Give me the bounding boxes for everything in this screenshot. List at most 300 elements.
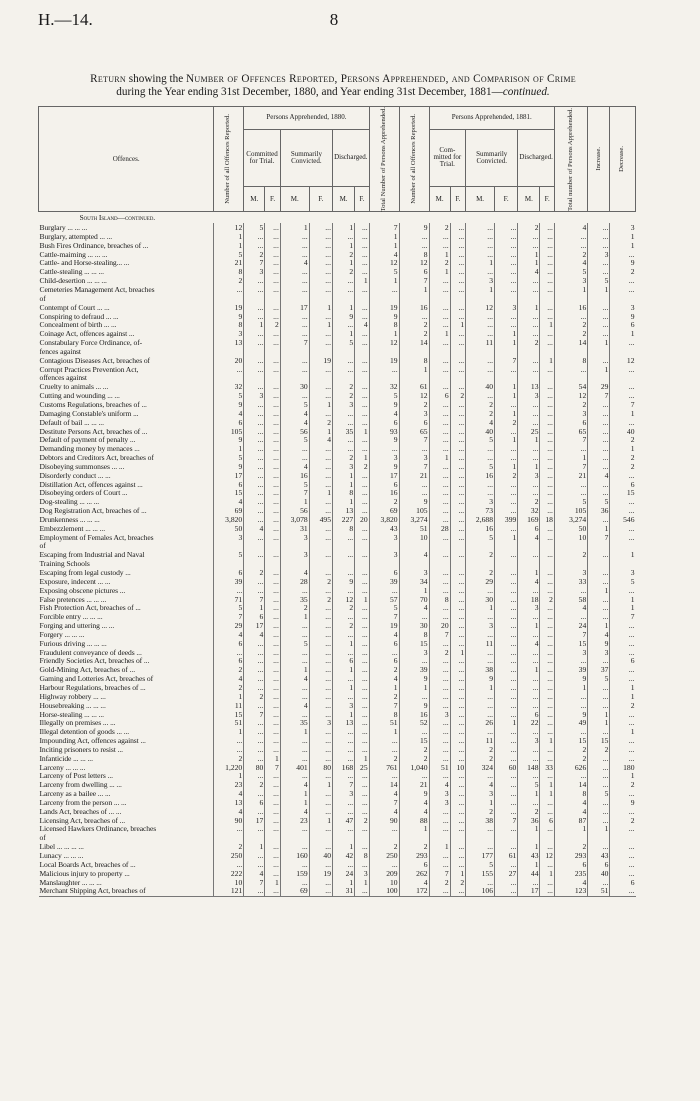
table-cell: ... <box>265 338 281 347</box>
table-cell: ... <box>540 533 554 542</box>
table-cell: 546 <box>610 515 636 524</box>
table-cell: 7 <box>399 436 429 445</box>
table-cell: 8 <box>355 851 369 860</box>
table-cell: ... <box>214 586 244 595</box>
table-cell: 1 <box>588 621 610 630</box>
table-cell: ... <box>518 798 540 807</box>
table-cell: ... <box>309 772 332 781</box>
table-cell: 4 <box>214 498 244 507</box>
table-cell: 8 <box>399 250 429 259</box>
table-cell: 51 <box>399 524 429 533</box>
table-cell: ... <box>429 427 450 436</box>
table-row <box>39 453 636 462</box>
table-cell: 2 <box>332 392 354 401</box>
offence-name: Contagious Diseases Act, breaches of <box>39 356 150 365</box>
table-cell: ... <box>466 843 495 852</box>
table-cell: 6 <box>369 418 399 427</box>
table-cell: ... <box>399 613 429 622</box>
table-cell: 1 <box>518 250 540 259</box>
table-cell: ... <box>466 648 495 657</box>
table-row <box>39 639 636 648</box>
table-cell: 1 <box>309 816 332 825</box>
table-cell: ... <box>540 277 554 286</box>
table-cell: ... <box>450 471 466 480</box>
table-cell: 2 <box>554 321 587 330</box>
table-cell: ... <box>495 754 518 763</box>
table-cell: 15 <box>399 736 429 745</box>
table-cell: ... <box>265 489 281 498</box>
table-cell <box>369 347 399 356</box>
table-cell: ... <box>265 825 281 834</box>
section-row <box>39 212 636 224</box>
table-cell: ... <box>540 330 554 339</box>
table-cell: 2 <box>610 268 636 277</box>
table-cell: ... <box>265 462 281 471</box>
table-row <box>39 392 636 401</box>
table-row <box>39 462 636 471</box>
table-cell: 4 <box>214 807 244 816</box>
table-cell: 1 <box>450 869 466 878</box>
table-cell: ... <box>332 445 354 454</box>
table-cell: ... <box>355 498 369 507</box>
table-cell: 61 <box>399 383 429 392</box>
table-row <box>39 409 636 418</box>
table-cell: ... <box>450 285 466 294</box>
offence-name: Gaming and Lotteries Act, breaches of <box>39 674 154 684</box>
table-cell: 30 <box>280 383 309 392</box>
table-cell: 38 <box>466 816 495 825</box>
table-cell: ... <box>540 728 554 737</box>
table-cell: ... <box>265 312 281 321</box>
table-cell: 10 <box>450 763 466 772</box>
table-cell: ... <box>610 383 636 392</box>
table-cell: 4 <box>214 630 244 639</box>
table-cell: ... <box>518 675 540 684</box>
table-cell: 2 <box>214 843 244 852</box>
table-cell: 15 <box>554 639 587 648</box>
table-row <box>39 604 636 613</box>
offence-name: Larceny ... ... ... <box>39 762 86 772</box>
offence-name: Burglary, attempted ... ... <box>39 232 113 241</box>
table-row <box>39 577 636 586</box>
table-cell: ... <box>495 277 518 286</box>
table-cell: ... <box>554 312 587 321</box>
table-row <box>39 268 636 277</box>
table-cell: ... <box>244 471 265 480</box>
table-cell: ... <box>265 418 281 427</box>
table-cell: ... <box>244 745 265 754</box>
table-cell: ... <box>265 648 281 657</box>
table-cell: ... <box>244 675 265 684</box>
table-cell: ... <box>495 657 518 666</box>
table-cell: ... <box>450 400 466 409</box>
table-cell: 5 <box>588 498 610 507</box>
table-cell: ... <box>214 648 244 657</box>
table-cell: 159 <box>280 869 309 878</box>
table-cell: 31 <box>332 887 354 896</box>
table-cell <box>554 560 587 569</box>
table-cell <box>429 294 450 303</box>
offence-name: Cattle-stealing ... ... ... <box>39 267 104 277</box>
table-cell: ... <box>495 427 518 436</box>
table-cell: 13 <box>214 798 244 807</box>
table-cell: 177 <box>466 851 495 860</box>
table-cell: ... <box>244 860 265 869</box>
table-cell <box>540 834 554 843</box>
table-cell: ... <box>495 400 518 409</box>
table-cell: ... <box>466 365 495 374</box>
table-row <box>39 418 636 427</box>
table-row <box>39 648 636 657</box>
offence-name: Larceny as a bailee ... ... <box>39 789 111 799</box>
table-cell: 1 <box>518 259 540 268</box>
table-cell: 4 <box>399 551 429 560</box>
table-cell: 26 <box>466 719 495 728</box>
offence-name: Embezzlement ... ... ... <box>39 524 105 533</box>
table-cell: 1 <box>610 772 636 781</box>
table-cell: 1 <box>540 356 554 365</box>
table-cell: 1 <box>518 789 540 798</box>
table-cell: 6 <box>214 639 244 648</box>
table-cell: 35 <box>280 719 309 728</box>
table-cell: 54 <box>554 383 587 392</box>
table-cell: ... <box>495 728 518 737</box>
table-cell <box>429 834 450 843</box>
table-cell: ... <box>265 577 281 586</box>
table-cell: ... <box>466 701 495 710</box>
table-cell: ... <box>399 232 429 241</box>
table-cell: ... <box>610 736 636 745</box>
table-cell: 1 <box>244 604 265 613</box>
table-cell: 5 <box>554 498 587 507</box>
table-cell: ... <box>280 772 309 781</box>
table-cell <box>332 347 354 356</box>
table-cell: 32 <box>369 383 399 392</box>
table-cell: ... <box>244 736 265 745</box>
table-cell: ... <box>265 604 281 613</box>
table-cell: 1 <box>332 710 354 719</box>
table-cell: ... <box>540 223 554 232</box>
table-cell: 4 <box>399 807 429 816</box>
table-cell: ... <box>540 498 554 507</box>
table-cell: ... <box>280 630 309 639</box>
table-cell: 4 <box>280 462 309 471</box>
table-cell: ... <box>265 860 281 869</box>
table-cell: ... <box>540 568 554 577</box>
table-cell: ... <box>495 506 518 515</box>
table-cell: ... <box>244 330 265 339</box>
table-cell: 15 <box>399 639 429 648</box>
table-cell: 7 <box>332 781 354 790</box>
table-cell <box>399 374 429 383</box>
table-cell: ... <box>495 285 518 294</box>
table-cell: ... <box>244 498 265 507</box>
table-cell: ... <box>309 250 332 259</box>
table-cell: 2 <box>332 250 354 259</box>
table-cell: 7 <box>554 436 587 445</box>
table-cell: ... <box>265 639 281 648</box>
table-cell: ... <box>399 692 429 701</box>
table-row <box>39 471 636 480</box>
table-cell: ... <box>244 445 265 454</box>
table-cell: ... <box>588 453 610 462</box>
table-cell: 2 <box>214 277 244 286</box>
table-cell: 30 <box>466 595 495 604</box>
table-row <box>39 666 636 675</box>
table-cell: ... <box>355 586 369 595</box>
offence-name: Inciting prisoners to resist ... <box>39 745 123 754</box>
table-cell: ... <box>450 666 466 675</box>
table-cell: ... <box>309 648 332 657</box>
table-cell: ... <box>540 683 554 692</box>
table-cell: 105 <box>554 506 587 515</box>
table-cell: ... <box>265 692 281 701</box>
table-cell: 1 <box>518 436 540 445</box>
offence-name: Lands Act, breaches of ... ... <box>39 807 122 816</box>
table-cell: ... <box>540 657 554 666</box>
col-m: M. <box>429 186 450 212</box>
table-cell: ... <box>369 285 399 294</box>
table-cell: ... <box>244 480 265 489</box>
table-cell: 1 <box>518 462 540 471</box>
table-cell: ... <box>518 551 540 560</box>
table-cell: 80 <box>244 763 265 772</box>
table-cell: 1 <box>588 719 610 728</box>
table-cell: 4 <box>280 418 309 427</box>
table-cell: 1 <box>332 471 354 480</box>
offence-name: Exposing obscene pictures ... <box>39 586 126 595</box>
table-cell: ... <box>495 321 518 330</box>
table-cell: ... <box>332 772 354 781</box>
table-cell: 9 <box>588 639 610 648</box>
offence-name: Highway robbery ... ... <box>39 692 106 701</box>
table-cell: 39 <box>214 577 244 586</box>
table-cell: 6 <box>399 268 429 277</box>
table-cell: 1 <box>355 595 369 604</box>
table-row <box>39 887 636 896</box>
table-cell: ... <box>309 843 332 852</box>
table-cell: 9 <box>369 436 399 445</box>
table-cell: 1 <box>495 436 518 445</box>
table-cell <box>429 560 450 569</box>
table-cell: ... <box>554 241 587 250</box>
table-cell: ... <box>554 728 587 737</box>
offence-name: Training Schools <box>39 559 90 569</box>
table-cell: ... <box>265 710 281 719</box>
table-cell: ... <box>466 630 495 639</box>
table-cell: ... <box>355 683 369 692</box>
table-cell: ... <box>540 453 554 462</box>
table-cell: 4 <box>518 577 540 586</box>
table-cell: ... <box>429 418 450 427</box>
offence-name: Employment of Females Act, breaches <box>39 533 154 542</box>
table-cell <box>540 542 554 551</box>
table-cell: ... <box>466 692 495 701</box>
title-caps: Number of Offences Reported, Persons Apprehended, and Comparison of Crime <box>185 73 576 85</box>
table-cell: 7 <box>265 763 281 772</box>
table-cell: ... <box>265 586 281 595</box>
table-cell: ... <box>588 330 610 339</box>
table-cell: 1 <box>466 604 495 613</box>
table-cell: 1 <box>495 409 518 418</box>
table-cell: ... <box>355 303 369 312</box>
table-cell <box>399 294 429 303</box>
table-cell: 4 <box>244 869 265 878</box>
table-cell: 1 <box>588 586 610 595</box>
offence-name: Libel ... ... ... ... <box>39 842 84 852</box>
table-cell: 1 <box>429 330 450 339</box>
table-cell: 16 <box>554 303 587 312</box>
table-cell: 1 <box>610 595 636 604</box>
table-cell: ... <box>332 586 354 595</box>
table-cell: 2 <box>399 843 429 852</box>
table-cell <box>355 834 369 843</box>
table-cell: 1 <box>399 365 429 374</box>
table-cell: 2 <box>244 250 265 259</box>
table-cell: ... <box>450 462 466 471</box>
table-cell: ... <box>244 825 265 834</box>
table-cell: ... <box>450 851 466 860</box>
table-cell: ... <box>309 657 332 666</box>
table-cell: ... <box>540 772 554 781</box>
table-cell: ... <box>244 277 265 286</box>
table-cell: ... <box>450 657 466 666</box>
table-cell: ... <box>540 409 554 418</box>
table-cell: ... <box>399 445 429 454</box>
table-cell: ... <box>588 798 610 807</box>
table-cell: 105 <box>214 427 244 436</box>
table-cell: ... <box>466 586 495 595</box>
table-cell: ... <box>309 383 332 392</box>
table-cell: ... <box>214 736 244 745</box>
table-cell: ... <box>540 338 554 347</box>
table-cell <box>518 834 540 843</box>
table-cell: 4 <box>518 639 540 648</box>
table-cell: ... <box>450 595 466 604</box>
table-cell: 6 <box>244 613 265 622</box>
table-cell: 6 <box>610 657 636 666</box>
table-cell: 100 <box>369 887 399 896</box>
table-cell: 16 <box>399 303 429 312</box>
table-cell: 6 <box>214 418 244 427</box>
table-row <box>39 303 636 312</box>
table-cell: ... <box>495 365 518 374</box>
table-cell: ... <box>554 657 587 666</box>
table-cell: ... <box>610 869 636 878</box>
table-cell: 8 <box>214 321 244 330</box>
table-cell: ... <box>518 312 540 321</box>
table-cell: ... <box>466 878 495 887</box>
table-cell: ... <box>244 365 265 374</box>
table-cell: 7 <box>610 613 636 622</box>
table-cell <box>265 294 281 303</box>
table-cell: ... <box>450 675 466 684</box>
table-cell: ... <box>466 330 495 339</box>
table-cell: 1 <box>540 789 554 798</box>
table-cell <box>588 542 610 551</box>
table-cell: ... <box>332 825 354 834</box>
table-cell: ... <box>369 736 399 745</box>
table-cell: 38 <box>466 666 495 675</box>
table-cell: 1 <box>280 223 309 232</box>
table-cell: ... <box>355 701 369 710</box>
table-cell <box>399 542 429 551</box>
table-cell: ... <box>495 745 518 754</box>
table-cell: 7 <box>369 701 399 710</box>
table-cell <box>450 374 466 383</box>
table-cell <box>518 560 540 569</box>
table-cell: ... <box>450 551 466 560</box>
table-cell: ... <box>466 312 495 321</box>
offence-name: Cattle-maiming ... ... ... <box>39 250 108 259</box>
table-cell: 15 <box>214 489 244 498</box>
offence-name: Friendly Societies Act, breaches of ... <box>39 656 150 666</box>
table-cell: ... <box>309 639 332 648</box>
table-cell: 4 <box>554 878 587 887</box>
table-cell: 1 <box>369 277 399 286</box>
table-cell: ... <box>355 798 369 807</box>
table-cell: ... <box>429 568 450 577</box>
table-cell: 1 <box>540 321 554 330</box>
table-cell: 11 <box>466 338 495 347</box>
table-cell: ... <box>466 489 495 498</box>
offence-name: Manslaughter ... ... ... <box>39 877 102 887</box>
col-m: M. <box>518 186 540 212</box>
table-cell: ... <box>309 365 332 374</box>
table-cell: 24 <box>332 869 354 878</box>
offence-name: Merchant Shipping Act, breaches of <box>39 887 214 896</box>
table-cell: ... <box>280 277 309 286</box>
table-cell: ... <box>450 524 466 533</box>
table-cell: 4 <box>244 630 265 639</box>
table-cell <box>610 347 636 356</box>
table-cell: ... <box>309 445 332 454</box>
table-cell: 1 <box>495 392 518 401</box>
table-cell: ... <box>518 232 540 241</box>
table-cell: 29 <box>588 383 610 392</box>
offence-name: of <box>39 833 46 843</box>
table-cell: ... <box>332 648 354 657</box>
table-cell: 1 <box>244 321 265 330</box>
table-cell: 2 <box>244 781 265 790</box>
table-cell <box>214 542 244 551</box>
table-cell: 3 <box>214 330 244 339</box>
table-cell: ... <box>610 825 636 834</box>
table-row <box>39 613 636 622</box>
table-cell: ... <box>280 648 309 657</box>
table-cell: ... <box>369 445 399 454</box>
table-cell: ... <box>610 860 636 869</box>
table-cell: ... <box>355 356 369 365</box>
table-cell: 15 <box>554 736 587 745</box>
table-cell: 56 <box>280 506 309 515</box>
table-cell: ... <box>518 356 540 365</box>
offence-name: Destitute Persons Act, breaches of ... <box>39 426 148 436</box>
table-cell: ... <box>355 789 369 798</box>
table-cell: ... <box>244 285 265 294</box>
table-cell: 16 <box>466 524 495 533</box>
table-cell: 4 <box>399 878 429 887</box>
table-cell: ... <box>495 666 518 675</box>
table-cell: 4 <box>280 568 309 577</box>
table-row <box>39 683 636 692</box>
table-row <box>39 285 636 294</box>
table-cell: 4 <box>280 781 309 790</box>
table-cell <box>244 834 265 843</box>
table-cell: ... <box>429 639 450 648</box>
table-cell: 4 <box>554 259 587 268</box>
table-cell: 3 <box>280 551 309 560</box>
